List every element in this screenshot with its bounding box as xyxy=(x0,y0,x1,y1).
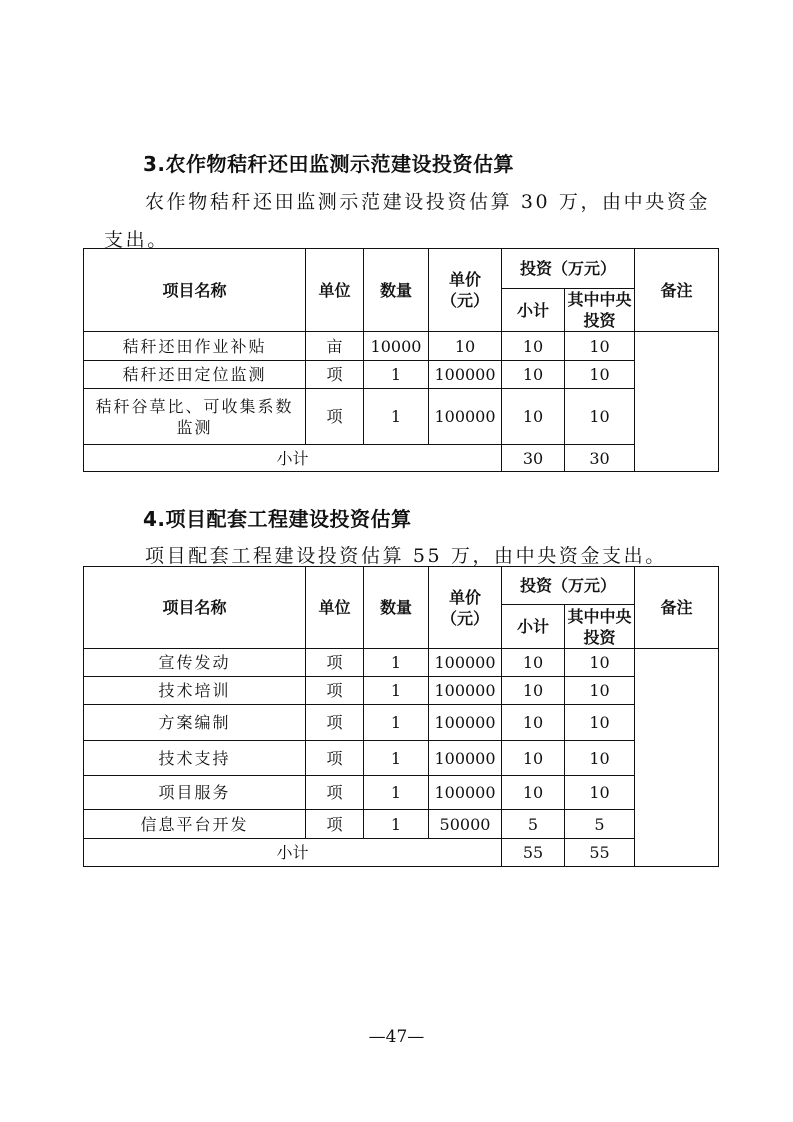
cell-name: 宣传发动 xyxy=(84,649,306,677)
cell-remark xyxy=(635,649,719,867)
cell-unit: 项 xyxy=(306,776,364,810)
table-total-row xyxy=(84,445,719,472)
cell-total-label: 小计 xyxy=(84,839,502,867)
header-central-investment: 其中中央投资 xyxy=(565,605,635,649)
table-row xyxy=(84,677,719,705)
cell-price: 100000 xyxy=(429,677,502,705)
table-total-row xyxy=(84,839,719,867)
table-row xyxy=(84,361,719,389)
cell-subtotal: 10 xyxy=(502,361,565,389)
header-remark: 备注 xyxy=(635,567,719,649)
cell-central: 10 xyxy=(565,776,635,810)
table-row xyxy=(84,649,719,677)
header-unit: 单位 xyxy=(306,567,364,649)
header-unit-price: 单价（元） xyxy=(429,567,502,649)
cell-name: 秸秆还田作业补贴 xyxy=(84,332,306,361)
cell-price: 100000 xyxy=(429,361,502,389)
cell-price: 100000 xyxy=(429,705,502,741)
cell-qty: 1 xyxy=(364,361,429,389)
cell-name: 秸秆还田定位监测 xyxy=(84,361,306,389)
header-subtotal: 小计 xyxy=(502,289,565,332)
cell-subtotal: 10 xyxy=(502,776,565,810)
cell-central: 10 xyxy=(565,741,635,776)
cell-qty: 1 xyxy=(364,776,429,810)
cell-unit: 项 xyxy=(306,741,364,776)
cell-subtotal: 10 xyxy=(502,389,565,445)
section-3-paragraph-line-2: 支出。 xyxy=(104,229,169,251)
cell-total-central: 30 xyxy=(565,445,635,472)
cell-price: 10 xyxy=(429,332,502,361)
table-row xyxy=(84,332,719,361)
header-quantity: 数量 xyxy=(364,567,429,649)
cell-central: 10 xyxy=(565,361,635,389)
cell-name: 技术支持 xyxy=(84,741,306,776)
cell-unit: 项 xyxy=(306,810,364,839)
cell-qty: 1 xyxy=(364,741,429,776)
cell-total-central: 55 xyxy=(565,839,635,867)
section-3-heading: 3.农作物秸秆还田监测示范建设投资估算 xyxy=(143,152,515,176)
cell-unit: 项 xyxy=(306,649,364,677)
cell-qty: 1 xyxy=(364,649,429,677)
cell-name: 方案编制 xyxy=(84,705,306,741)
cell-name: 项目服务 xyxy=(84,776,306,810)
cell-total-subtotal: 30 xyxy=(502,445,565,472)
cell-central: 10 xyxy=(565,677,635,705)
cell-price: 100000 xyxy=(429,649,502,677)
header-subtotal: 小计 xyxy=(502,605,565,649)
section-3-paragraph-line-1: 农作物秸秆还田监测示范建设投资估算 30 万，由中央资金 xyxy=(145,191,711,213)
cell-unit: 项 xyxy=(306,677,364,705)
header-unit: 单位 xyxy=(306,249,364,332)
cell-total-label: 小计 xyxy=(84,445,502,472)
cell-subtotal: 10 xyxy=(502,332,565,361)
cell-unit: 项 xyxy=(306,361,364,389)
section-4-budget-table xyxy=(83,566,719,867)
header-unit-price: 单价（元） xyxy=(429,249,502,332)
cell-price: 100000 xyxy=(429,741,502,776)
cell-qty: 1 xyxy=(364,389,429,445)
table-row xyxy=(84,705,719,741)
cell-qty: 1 xyxy=(364,705,429,741)
cell-unit: 项 xyxy=(306,705,364,741)
cell-subtotal: 10 xyxy=(502,677,565,705)
header-remark: 备注 xyxy=(635,249,719,332)
cell-subtotal: 10 xyxy=(502,705,565,741)
cell-price: 100000 xyxy=(429,776,502,810)
header-investment: 投资（万元） xyxy=(502,567,635,605)
section-4-heading: 4.项目配套工程建设投资估算 xyxy=(143,507,412,531)
cell-price: 100000 xyxy=(429,389,502,445)
header-investment: 投资（万元） xyxy=(502,249,635,289)
cell-qty: 1 xyxy=(364,810,429,839)
cell-name: 秸秆谷草比、可收集系数监测 xyxy=(84,389,306,445)
section-3-budget-table xyxy=(83,248,719,472)
cell-unit: 项 xyxy=(306,389,364,445)
page-number: —47— xyxy=(368,1027,425,1047)
table-row xyxy=(84,741,719,776)
cell-subtotal: 10 xyxy=(502,741,565,776)
cell-name: 技术培训 xyxy=(84,677,306,705)
cell-qty: 1 xyxy=(364,677,429,705)
table-row xyxy=(84,389,719,445)
cell-price: 50000 xyxy=(429,810,502,839)
cell-subtotal: 10 xyxy=(502,649,565,677)
cell-central: 10 xyxy=(565,649,635,677)
cell-remark xyxy=(635,332,719,472)
header-project-name: 项目名称 xyxy=(84,249,306,332)
table-row xyxy=(84,810,719,839)
header-central-investment: 其中中央投资 xyxy=(565,289,635,332)
cell-central: 5 xyxy=(565,810,635,839)
header-quantity: 数量 xyxy=(364,249,429,332)
header-project-name: 项目名称 xyxy=(84,567,306,649)
cell-central: 10 xyxy=(565,389,635,445)
table-row xyxy=(84,776,719,810)
cell-subtotal: 5 xyxy=(502,810,565,839)
cell-unit: 亩 xyxy=(306,332,364,361)
section-4-paragraph-line-1: 项目配套工程建设投资估算 55 万，由中央资金支出。 xyxy=(145,545,667,567)
cell-total-subtotal: 55 xyxy=(502,839,565,867)
cell-central: 10 xyxy=(565,705,635,741)
cell-central: 10 xyxy=(565,332,635,361)
cell-qty: 10000 xyxy=(364,332,429,361)
cell-name: 信息平台开发 xyxy=(84,810,306,839)
